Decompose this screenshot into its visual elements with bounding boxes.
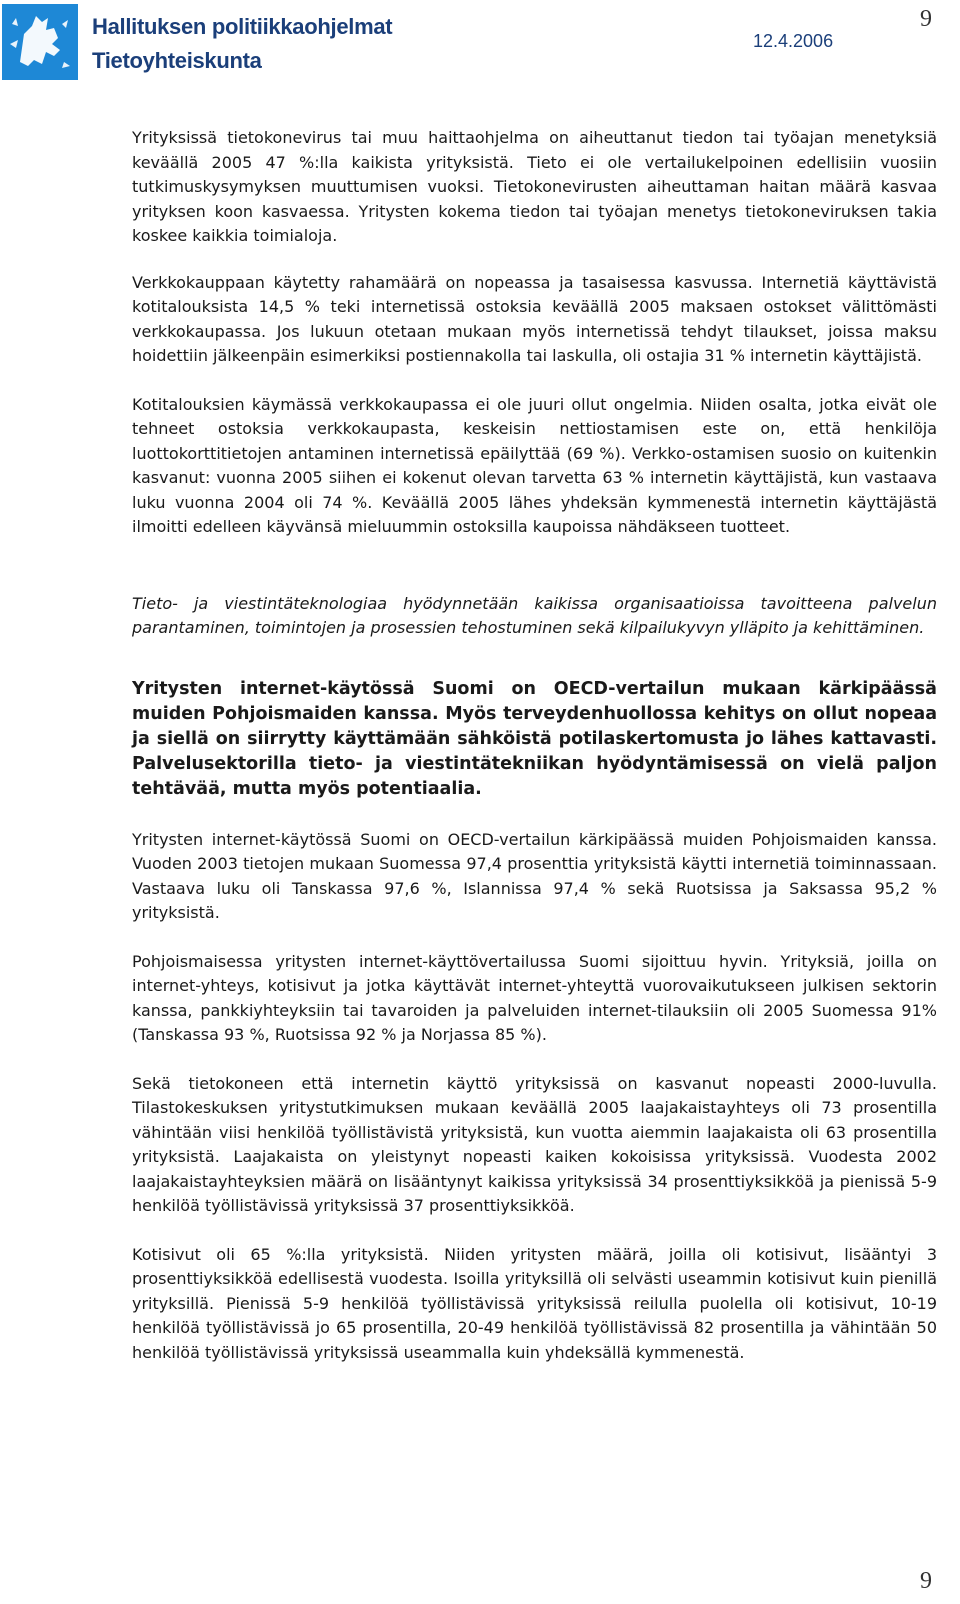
brand-title: Hallituksen politiikkaohjelmat (92, 14, 393, 39)
paragraph-homepages: Kotisivut oli 65 %:lla yrityksistä. Niiden yritysten määrä, joilla oli kotisivut, lisääntyi 3 prosenttiyksikköä edellisestä vuodesta. Isoilla yrityksillä oli selvästi useammin kotisivut kuin pienillä yrityksillä. Pienissä 5-9 henkilöä työllistävissä yrityksissä reilulla puolella oli kotisivut, 10-19 henkilöä työllistävissä jo 65 prosentilla, 20-49 henkilöä työllistävissä 82 prosentilla ja vähintään 50 henkilöä työllistävissä yrityksissä useammalla kuin yhdeksällä kymmenestä. (132, 1244, 937, 1362)
paragraph-broadband: Sekä tietokoneen että internetin käyttö yrityksissä on kasvanut nopeasti 2000-luvulla. Tilastokeskuksen yritystutkimuksen mukaan keväällä 2005 laajakaistayhteys oli 73 prosentilla vähintään viisi henkilöä työllistävistä yrityksistä, kun vuotta aiemmin laajakaista oli 63 prosentilla yrityksistä. Laajakaista on yleistynyt nopeasti kaiken kokoisissa yrityksissä. Vuodesta 2002 laajakaistayhteyksien määrä on lisääntynyt kaikissa yrityksissä 34 prosenttiyksikköä ja pienissä 5-9 henkilöä työllistävissä yrityksissä 37 prosenttiyksikköä. (132, 1073, 937, 1215)
paragraph-household-problems: Kotitalouksien käymässä verkkokaupassa ei ole juuri ollut ongelmia. Niiden osalta, jotka eivät ole tehneet ostoksia verkkokaupasta, keskeisin nettiostamisen este on, että henkilöja luottokorttitietojen antaminen internetissä epäilyttää (69 %). Verkko-ostamisen suosio on kuitenkin kasvanut: vuonna 2005 siihen ei kokenut olevan tarvetta 63 % internetin käyttäjistä, kun vastaava luku vuonna 2004 oli 74 %. Keväällä 2005 lähes yhdeksän kymmenestä internetin käyttäjästä ilmoitti edelleen käyvänsä mieluummin ostoksilla kaupoissa nähdäkseen tuotteet. (132, 394, 937, 536)
document-body (132, 126, 937, 1389)
paragraph-nordic: Pohjoismaisessa yritysten internet-käyttövertailussa Suomi sijoittuu hyvin. Yrityksiä, joilla on internet-yhteys, kotisivut ja jotka käyttävät internet-yhteyttä vuorovaikutukseen julkisen sektorin kanssa, pankkiyhteyksiin tai tavaroiden ja palveluiden internet-tilauksiin oli 2005 Suomessa 91% (Tanskassa 93 %, Ruotsissa 92 % ja Norjassa 85 %). (132, 951, 937, 1044)
summary-statement: Yritysten internet-käytössä Suomi on OECD-vertailun mukaan kärkipäässä muiden Pohjoismaiden kanssa. Myös terveydenhuollossa kehitys on ollut nopeaa ja siellä on siirrytty käyttämään sähköistä potilaskertomusta jo lähes kattavasti. Palvelusektorilla tieto- ja viestintätekniikan hyödyntämisessä on vielä paljon tehtävää, mutta myös potentiaalia. (132, 678, 937, 799)
brand-subtitle: Tietoyhteiskunta (92, 48, 262, 73)
lion-icon (2, 4, 78, 80)
goal-statement: Tieto- ja viestintäteknologiaa hyödynnetään kaikissa organisaatioissa tavoitteena palvelun parantaminen, toimintojen ja prosessien tehostuminen sekä kilpailukyvyn ylläpito ja kehittäminen. (132, 593, 937, 637)
paragraph-virus: Yrityksissä tietokonevirus tai muu haittaohjelma on aiheuttanut tiedon tai työajan menetyksiä keväällä 2005 47 %:lla kaikista yrityksistä. Tieto ei ole vertailukelpoinen edellisiin vuosiin tutkimuskysymyksen muuttumisen vuoksi. Tietokonevirusten aiheuttaman haitan määrä kasvaa yrityksen koon kasvaessa. Yritysten kokema tiedon tai työajan menetys tietokoneviruksen takia koskee kaikkia toimialoja. (132, 128, 937, 245)
page-number-top: 9 (920, 6, 932, 32)
coat-of-arms-logo (2, 4, 78, 80)
paragraph-ecommerce: Verkkokauppaan käytetty rahamäärä on nopeassa ja tasaisessa kasvussa. Internetiä käyttävistä kotitalouksista 14,5 % teki internetissä ostoksia keväällä 2005 maksaen ostokset välittömästi verkkokaupassa. Jos lukuun otetaan mukaan myös internetissä tehdyt tilaukset, joissa maksu hoidettiin jälkeenpäin esimerkiksi postiennakolla tai laskulla, oli ostajia 31 % internetin käyttäjistä. (132, 272, 937, 365)
document-date: 12.4.2006 (753, 31, 834, 51)
page-header (0, 0, 960, 90)
paragraph-oecd: Yritysten internet-käytössä Suomi on OECD-vertailun kärkipäässä muiden Pohjoismaiden kanssa. Vuoden 2003 tietojen mukaan Suomessa 97,4 prosenttia yrityksistä käytti internetiä toiminnassaan. Vastaava luku oli Tanskassa 97,6 %, Islannissa 97,4 % sekä Ruotsissa ja Saksassa 95,2 % yrityksistä. (132, 829, 937, 922)
page-number-bottom: 9 (920, 1568, 932, 1594)
